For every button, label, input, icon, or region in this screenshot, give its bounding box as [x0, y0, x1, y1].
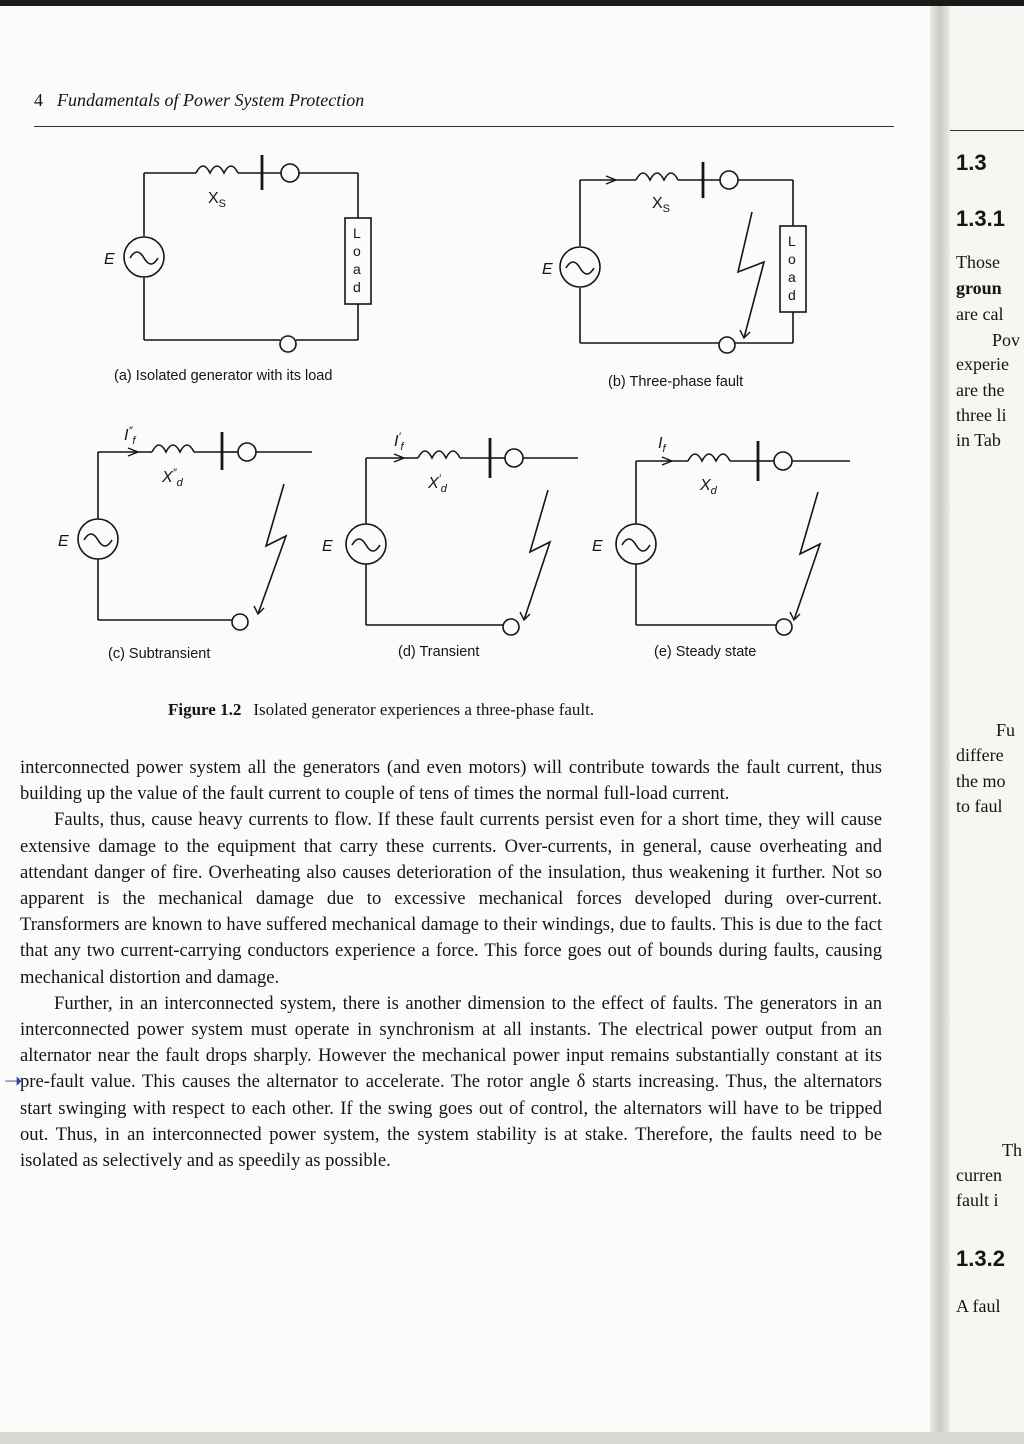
text-line: fault i — [956, 1190, 999, 1210]
text-line: three li — [956, 405, 1007, 425]
load-letter: L — [353, 225, 361, 241]
fault-symbol — [258, 484, 286, 614]
reactance-label-c: $X''_d$ — [162, 467, 183, 489]
section-heading: 1.3.1 — [956, 206, 1005, 231]
source-label-c: E — [58, 533, 69, 550]
load-letter: d — [353, 279, 361, 295]
text-line: the mo — [956, 771, 1006, 791]
circuit-b — [560, 162, 806, 353]
source-label-a: E — [104, 251, 115, 268]
text-line: groun — [956, 278, 1002, 298]
text-line: experie — [956, 354, 1009, 374]
inductor-icon — [688, 454, 730, 461]
paragraph: Faults, thus, cause heavy currents to flow. If these fault currents persist even for a short time, they will cause extensive damage to the equipment that carry these currents. Over-currents, in general, cause overheating and attendant danger of fire. Overheating also causes deterioration of the insulation, thus weakening it further. Not so apparent is the mechanical damage due to excessive mechanical forces developed during over-current. Transformers are known to have suffered mechanical damage to their windings, due to faults. This is due to the fact that any two current-carrying conductors experience a force. This force goes out of bounds during faults, causing mechanical distortion and damage. — [20, 809, 882, 988]
xs-label-a: $X_S$ — [208, 190, 227, 210]
inductor-icon — [152, 445, 194, 452]
figure-caption-text: Isolated generator experiences a three-phase fault. — [253, 700, 595, 719]
text-line: A faul — [956, 1296, 1001, 1316]
circuit-d — [346, 438, 578, 635]
text-line: Th — [1002, 1140, 1022, 1160]
text-line: are cal — [956, 304, 1004, 324]
figure-1-2 — [0, 0, 930, 700]
text-line: are the — [956, 380, 1005, 400]
circuit-e — [616, 441, 850, 635]
section-heading: 1.3.2 — [956, 1246, 1005, 1271]
source-label-e: E — [592, 538, 603, 555]
scan-top-edge — [0, 0, 1024, 6]
current-label-e: $I_f$ — [658, 435, 666, 455]
text-line: Those — [956, 252, 1000, 272]
current-label-c: $I''_f$ — [124, 425, 136, 447]
current-label-d: $I'_f$ — [394, 431, 404, 453]
source-label-d: E — [322, 538, 333, 555]
book-title: Fundamentals of Power System Protection — [57, 90, 365, 110]
load-letter: o — [788, 251, 796, 267]
page-number: 4 — [34, 90, 43, 110]
load-letter: d — [788, 287, 796, 303]
text-line: Pov — [992, 330, 1021, 350]
load-letter: L — [788, 233, 796, 249]
xs-label-b: $X_S$ — [652, 195, 671, 215]
figure-caption-label: Figure 1.2 — [168, 700, 242, 719]
inductor-icon — [196, 166, 238, 173]
fault-symbol — [794, 492, 820, 620]
text-line: differe — [956, 745, 1004, 765]
inductor-icon — [636, 173, 678, 180]
fault-symbol — [524, 490, 550, 620]
text-line: in Tab — [956, 430, 1001, 450]
paragraph: interconnected power system all the generators (and even motors) will contribute towards the fault current, thus building up the value of the fault current to couple of tens of times the normal full-load current. — [20, 757, 882, 805]
figure-caption — [168, 700, 594, 720]
circuit-c — [78, 432, 312, 630]
caption-c: (c) Subtransient — [108, 646, 211, 662]
right-page — [950, 0, 1024, 1444]
source-label-b: E — [542, 261, 553, 278]
margin-arrow-icon: ➝ — [4, 1068, 23, 1093]
load-letter: a — [788, 269, 796, 285]
load-letter: o — [353, 243, 361, 259]
section-heading: 1.3 — [956, 150, 987, 175]
text-line: curren — [956, 1165, 1002, 1185]
body-text — [20, 755, 882, 1174]
reactance-label-e: $X_d$ — [700, 477, 717, 497]
header-rule — [950, 130, 1024, 131]
reactance-label-d: $X'_d$ — [428, 473, 447, 495]
inductor-icon — [418, 451, 460, 458]
book-gutter — [930, 0, 952, 1444]
caption-e: (e) Steady state — [654, 644, 757, 660]
paragraph: Further, in an interconnected system, there is another dimension to the effect of faults. The generators in an interconnected power system must operate in synchronism at all instants. The electrical power output from an alternator near the fault drops sharply. However the mechanical power input remains substantially constant at its pre-fault value. This causes the alternator to accelerate. The rotor angle δ starts increasing. Thus, the alternators start swinging with respect to each other. If the swing goes out of control, the alternators will have to be tripped out. Thus, in an interconnected power system, the system stability is at stake. Therefore, the faults need to be isolated as selectively and as speedily as possible. — [20, 992, 882, 1172]
caption-d: (d) Transient — [398, 644, 480, 660]
text-line: Fu — [996, 720, 1016, 740]
text-line: to faul — [956, 796, 1003, 816]
load-letter: a — [353, 261, 361, 277]
scan-bottom-edge — [0, 1432, 1024, 1444]
circuit-a — [124, 155, 371, 352]
caption-b: (b) Three-phase fault — [608, 374, 744, 390]
caption-a: (a) Isolated generator with its load — [114, 368, 333, 384]
fault-symbol — [738, 212, 764, 338]
